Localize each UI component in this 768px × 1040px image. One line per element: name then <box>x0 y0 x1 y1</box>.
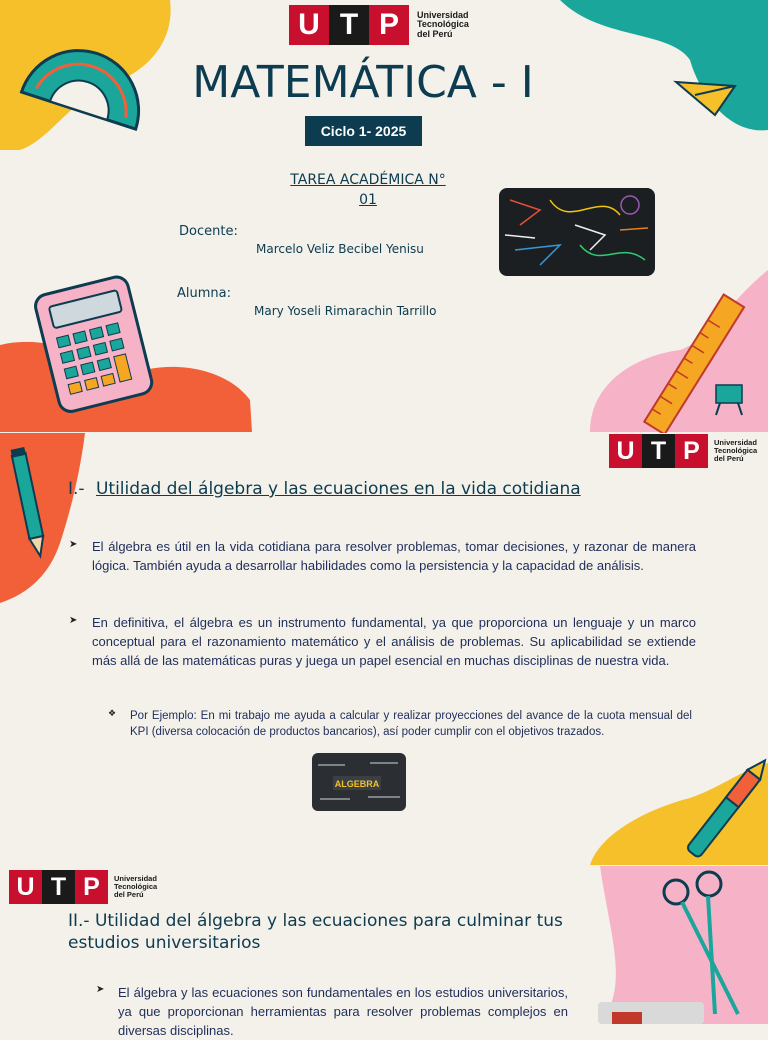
section2-bullet1: El álgebra y las ecuaciones son fundamentales en los estudios universitarios, ya que proporcionan herramientas para resolver problemas complejos en diversas disciplinas. <box>118 985 568 1038</box>
utp-logo: U T P Universidad Tecnológica del Perú <box>289 5 469 45</box>
section2-slide <box>0 866 768 1038</box>
bullet-arrow-icon: ➤ <box>96 984 105 995</box>
section1-number: I.- <box>68 479 85 499</box>
teacher-label: Docente: <box>179 224 238 239</box>
task-title <box>268 170 468 210</box>
bullet-diamond-icon: ❖ <box>108 709 117 719</box>
bullet-arrow-icon: ➤ <box>69 615 78 626</box>
utp-logo: U T P Universidad Tecnológica del Perú <box>9 870 157 904</box>
section1-slide <box>0 433 768 865</box>
student-name: Mary Yoseli Rimarachin Tarrillo <box>254 304 437 318</box>
section1-bullet1: El álgebra es útil en la vida cotidiana para resolver problemas, tomar decisiones, y razonar de manera lógica. También ayuda a desarrollar habilidades como la persistencia y la capacidad de análisis. <box>92 539 696 573</box>
task-title-line1: TAREA ACADÉMICA N° <box>290 172 446 188</box>
section2-heading: II.- Utilidad del álgebra y las ecuaciones para culminar tus estudios universitarios <box>68 911 563 953</box>
math-chalkboard-image <box>499 188 655 276</box>
page-title: MATEMÁTICA - I <box>192 57 534 108</box>
bullet-arrow-icon: ➤ <box>69 539 78 550</box>
algebra-image-label: ALGEBRA <box>334 779 380 789</box>
task-title-line2: 01 <box>359 192 377 208</box>
teacher-name: Marcelo Veliz Becibel Yenisu <box>256 242 424 256</box>
section1-bullet2: En definitiva, el álgebra es un instrumento fundamental, ya que proporciona un lenguaje y un marco conceptual para el razonamiento matemático y el análisis de problemas. Su aplicabilidad se extiende más allá de las matemáticas puras y juega un papel esencial en muchas disciplinas de nuestra vida. <box>92 615 696 668</box>
section1-sub-bullet: Por Ejemplo: En mi trabajo me ayuda a calcular y realizar proyecciones del avance de la cuota mensual del KPI (diversa colocación de productos bancarios), así poder cumplir con el objetivos trazados. <box>130 710 692 738</box>
section1-title: Utilidad del álgebra y las ecuaciones en la vida cotidiana <box>95 479 581 499</box>
cover-slide <box>0 0 768 432</box>
utp-logo: U T P Universidad Tecnológica del Perú <box>609 434 757 468</box>
student-label: Alumna: <box>177 286 231 301</box>
cycle-badge: Ciclo 1- 2025 <box>305 116 422 146</box>
section1-heading <box>68 479 581 499</box>
pink-blob <box>600 866 768 1024</box>
